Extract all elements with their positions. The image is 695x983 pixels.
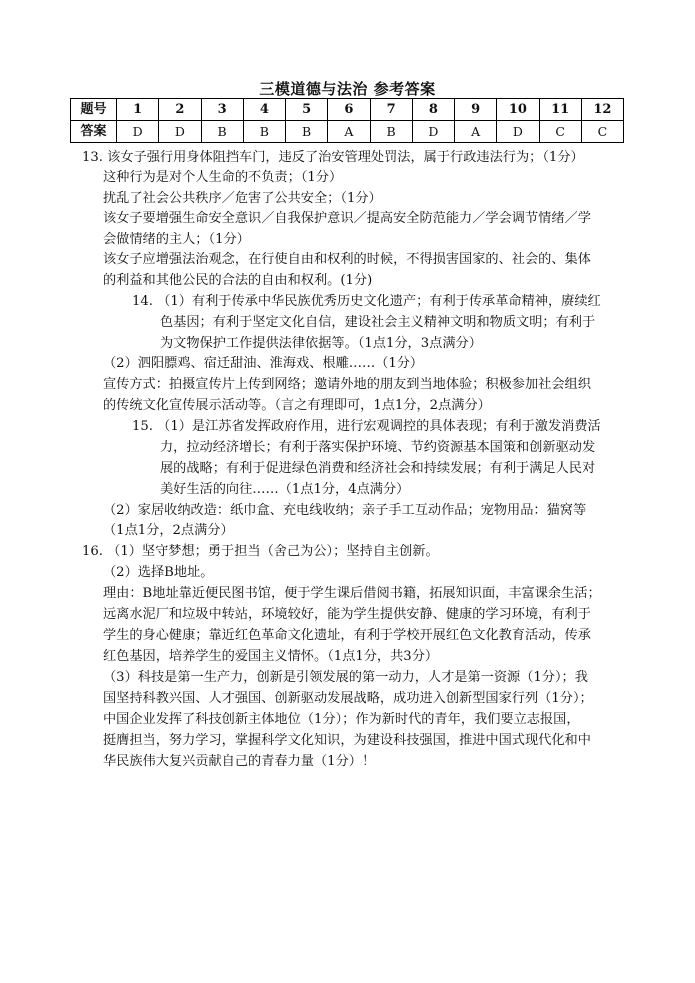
q14-line: 14. （1）有利于传承中华民族优秀历史文化遗产；有利于传承革命精神，赓续红 (132, 294, 601, 309)
answer-cell: A (328, 121, 370, 143)
answer-cell: D (497, 121, 539, 143)
q14-line: 宣传方式：拍摄宣传片上传到网络；邀请外地的朋友到当地体验；积极参加社会组织 (103, 377, 591, 392)
q13-line: 扰乱了社会公共秩序／危害了公共安全；（1分） (103, 191, 382, 206)
q13-line: 这种行为是对个人生命的不负责；（1分） (103, 170, 343, 185)
row-header-answer: 答案 (71, 121, 117, 143)
question-number: 4 (243, 99, 285, 121)
question-number-row (71, 99, 624, 121)
q15-line: 美好生活的向往……（1点1分，4点满分） (160, 482, 410, 497)
question-number: 8 (412, 99, 454, 121)
q16-line: （2）选择B地址。 (103, 565, 214, 580)
q13-line: 该女子要增强生命安全意识／自我保护意识／提高安全防范能力／学会调节情绪／学 (103, 211, 591, 226)
answer-cell: B (201, 121, 243, 143)
q16-line: （3）科技是第一生产力，创新是引领发展的第一动力，人才是第一资源（1分）；我 (103, 670, 588, 685)
row-header-question-number: 题号 (71, 99, 117, 121)
question-number: 2 (159, 99, 201, 121)
q16-line: 学生的身心健康；靠近红色革命文化遗址，有利于学校开展红色文化教育活动，传承 (103, 628, 591, 643)
q15-line: （1点1分，2点满分） (103, 523, 234, 538)
answer-row (71, 121, 624, 143)
q13-line: 的利益和其他公民的合法的自由和权利。(1分) (103, 273, 373, 288)
answer-cell: B (286, 121, 328, 143)
q14-line: （2）泗阳膘鸡、宿迁甜油、淮海戏、根雕……（1分） (103, 356, 424, 371)
answer-cell: C (581, 121, 623, 143)
q16-line: 国坚持科教兴国、人才强国、创新驱动发展战略，成功进入创新型国家行列（1分）； (103, 691, 593, 706)
question-number: 10 (497, 99, 539, 121)
q13-line: 该女子应增强法治观念，在行使自由和权利的时候，不得损害国家的、社会的、集体 (103, 252, 591, 267)
question-number: 9 (455, 99, 497, 121)
q15-line: （2）家居收纳改造：纸巾盒、充电线收纳；亲子手工互动作品；宠物用品：猫窝等 (103, 503, 587, 518)
q16-line: 理由：B地址靠近便民图书馆，便于学生课后借阅书籍，拓展知识面，丰富课余生活； (103, 586, 601, 601)
question-number: 12 (581, 99, 623, 121)
q13-line: 会做情绪的主人；（1分） (103, 232, 250, 247)
q14-line: 为文物保护工作提供法律依据等。（1点1分，3点满分） (160, 336, 482, 351)
q16-line: 华民族伟大复兴贡献自己的青春力量（1分）！ (103, 754, 376, 769)
answer-cell: C (539, 121, 581, 143)
question-number: 11 (539, 99, 581, 121)
answer-cell: D (412, 121, 454, 143)
answer-table (70, 98, 624, 143)
answer-cell: A (455, 121, 497, 143)
answer-cell: B (243, 121, 285, 143)
q16-line: 远离水泥厂和垃圾中转站，环境较好，能为学生提供安静、健康的学习环境，有利于 (103, 607, 591, 622)
q16-line: 中国企业发挥了科技创新主体地位（1分）；作为新时代的青年，我们要立志报国， (103, 712, 580, 727)
question-number: 5 (286, 99, 328, 121)
page-title: 三模道德与法治 参考答案 (259, 80, 436, 98)
question-number: 6 (328, 99, 370, 121)
answer-cell: D (117, 121, 159, 143)
answer-cell: D (159, 121, 201, 143)
question-number: 7 (370, 99, 412, 121)
q15-line: 15. （1）是江苏省发挥政府作用，进行宏观调控的具体表现；有利于激发消费活 (132, 419, 601, 434)
answer-cell: B (370, 121, 412, 143)
q15-line: 展的战略；有利于促进绿色消费和经济社会和持续发展；有利于满足人民对 (160, 461, 596, 476)
q15-line: 力，拉动经济增长；有利于落实保护环境、节约资源基本国策和创新驱动发 (160, 440, 596, 455)
q16-line: 挺膺担当，努力学习，掌握科学文化知识，为建设科技强国，推进中国式现代化和中 (103, 733, 591, 748)
q16-line: 16. （1）坚守梦想；勇于担当（舍己为公）；坚持自主创新。 (82, 544, 439, 559)
q14-line: 色基因；有利于坚定文化自信，建设社会主义精神文明和物质文明；有利于 (160, 315, 596, 330)
q16-line: 红色基因，培养学生的爱国主义情怀。（1点1分，共3分） (103, 649, 439, 664)
question-number: 3 (201, 99, 243, 121)
question-number: 1 (117, 99, 159, 121)
q13-line: 13. 该女子强行用身体阻挡车门，违反了治安管理处罚法，属于行政违法行为；（1分） (82, 150, 584, 165)
q14-line: 的传统文化宣传展示活动等。（言之有理即可，1点1分，2点满分） (103, 398, 491, 413)
